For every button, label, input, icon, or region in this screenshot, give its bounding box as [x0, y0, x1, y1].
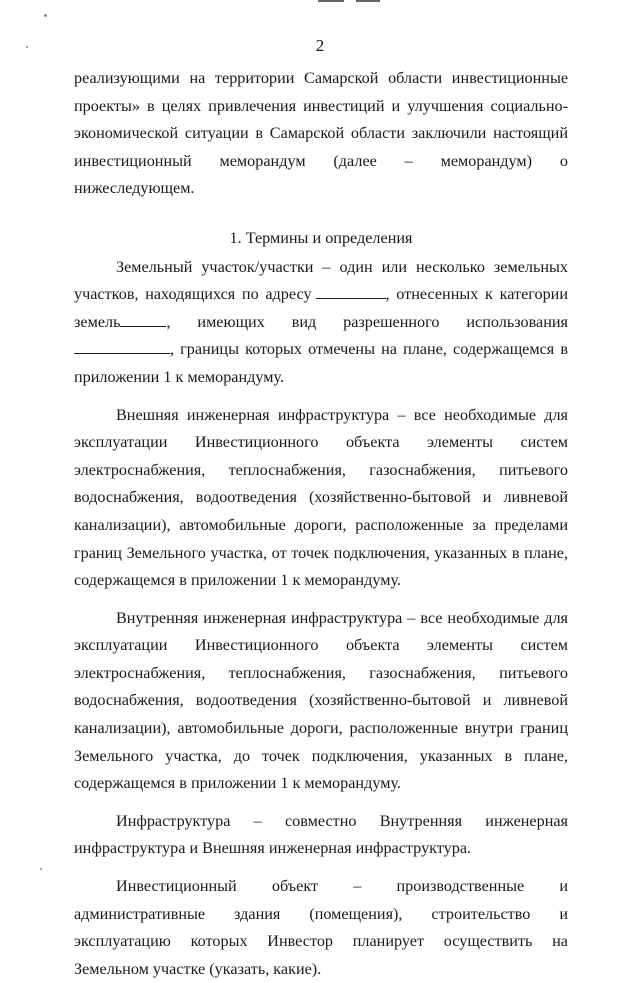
scan-edge-mark: [318, 0, 344, 2]
internal-infrastructure-definition: Внутренняя инженерная инфраструктура – все необходимые для эксплуатации Инвестиционного объекта элементы систем электроснабжения, теплоснабжения, газоснабжения, питьевого водоснабжения, водоотведения (хозяйственно-бытовой и ливневой канализации), автомобильные дороги, расположенные внутри границ Земельного участка, до точек подключения, указанных в плане, содержащемся в приложении 1 к меморандуму.: [74, 608, 568, 793]
page-number: 2: [315, 36, 325, 55]
external-infrastructure-definition: Внешняя инженерная инфраструктура – все необходимые для эксплуатации Инвестиционного объекта элементы систем электроснабжения, теплоснабжения, газоснабжения, питьевого водоснабжения, водоотведения (хозяйственно-бытовой и ливневой канализации), автомобильные дороги, расположенные за пределами границ Земельного участка, от точек подключения, указанных в плане, содержащемся в приложении 1 к меморандуму.: [74, 405, 568, 590]
usage-blank: [74, 339, 170, 354]
land-plot-text-3: , имеющих вид разрешенного использования: [166, 312, 568, 331]
infrastructure-definition: Инфраструктура – совместно Внутренняя инженерная инфраструктура и Внешняя инженерная инфраструктура.: [74, 811, 568, 858]
scan-speck: [44, 14, 47, 17]
category-blank: [120, 312, 166, 327]
land-plot-text-2: , отнесенных к категории земель: [74, 285, 569, 331]
investment-object-definition: Инвестиционный объект – производственные и административные здания (помещения), строительство и эксплуатацию которых Инвестор планирует осуществить на Земельном участке (указать, какие).: [74, 877, 568, 978]
land-plot-definition: [74, 254, 568, 392]
scan-edge-mark: [356, 0, 380, 2]
scan-speck: [40, 868, 42, 870]
section-heading: 1. Термины и определения: [229, 228, 413, 247]
intro-paragraph: реализующими на территории Самарской области инвестиционные проекты» в целях привлечения инвестиций и улучшения социально-экономической ситуации в Самарской области заключили настоящий инвестиционный меморандум (далее – меморандум) о нижеследующем.: [74, 69, 568, 198]
land-plot-text-4: , границы которых отмечены на плане, содержащемся в приложении 1 к меморандуму.: [74, 340, 568, 386]
address-blank: [316, 284, 386, 299]
document-body: [74, 65, 568, 983]
land-plot-text-1: Земельный участок/участки – один или несколько земельных участков, находящихся по адресу: [74, 257, 568, 304]
